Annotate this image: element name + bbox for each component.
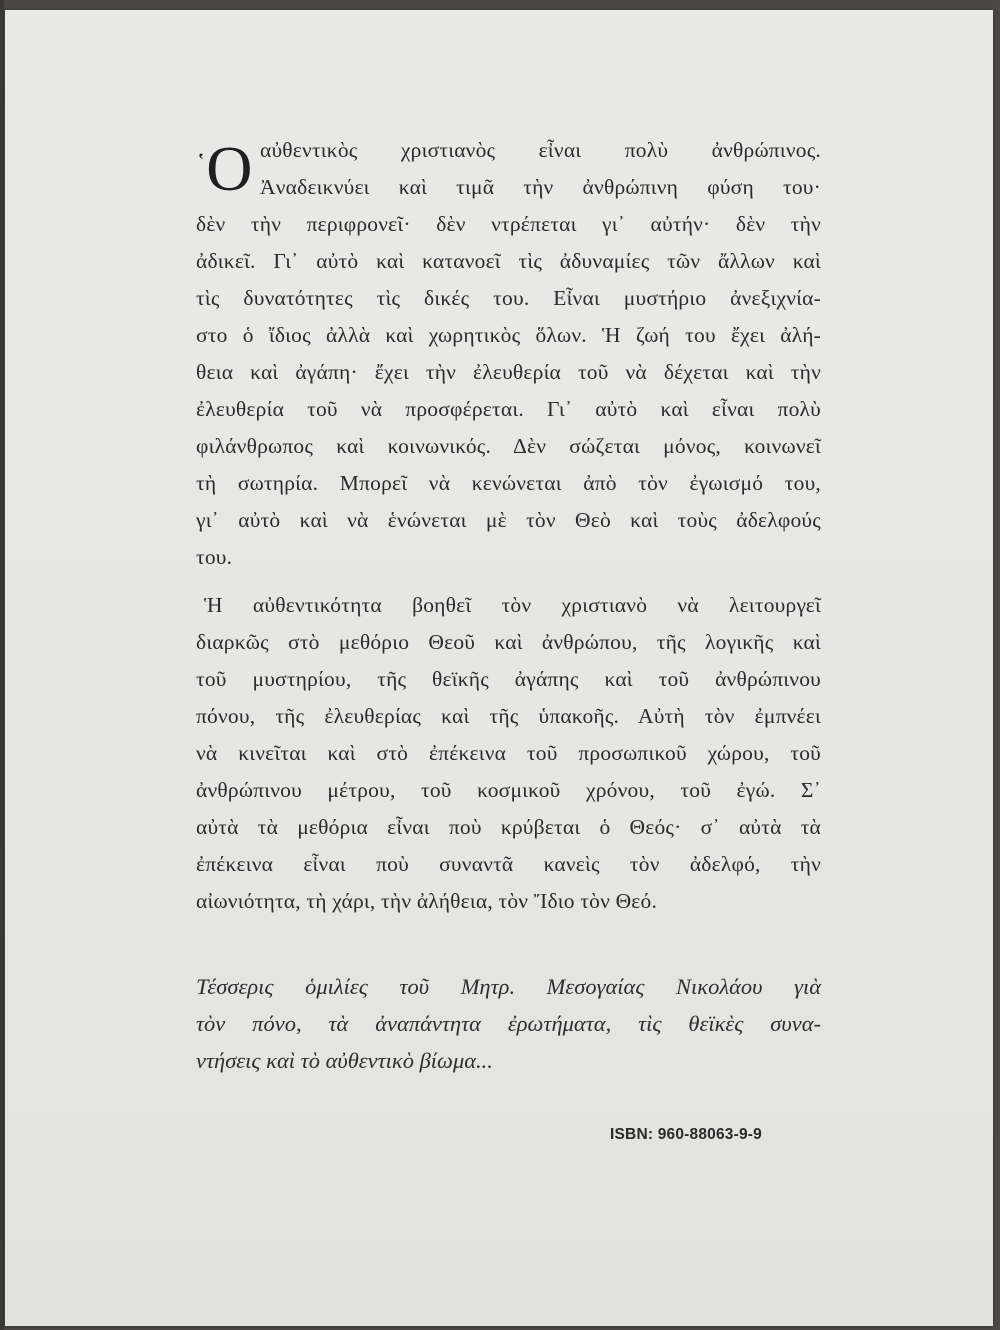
text-line: τὴ σωτηρία. Μπορεῖ νὰ κενώνεται ἀπὸ τὸν ἐγωισμό του, [196, 471, 821, 495]
paragraph-2 [196, 587, 821, 920]
drop-cap-letter: Ο [206, 133, 253, 204]
text-line: τὶς δυνατότητες τὶς δικές του. Εἶναι μυστήριο ἀνεξιχνία- [196, 286, 821, 310]
text-line: ἀδικεῖ. Γι᾽ αὐτὸ καὶ κατανοεῖ τὶς ἀδυναμίες τῶν ἄλλων καὶ [196, 249, 821, 273]
blurb-line: Τέσσερις ὁμιλίες τοῦ Μητρ. Μεσογαίας Νικολάου γιὰ [196, 974, 821, 999]
text-line: πόνου, τῆς ἐλευθερίας καὶ τῆς ὑπακοῆς. Αὐτὴ τὸν ἐμπνέει [196, 704, 821, 728]
text-line: τοῦ μυστηρίου, τῆς θεϊκῆς ἀγάπης καὶ τοῦ ἀνθρώπινου [196, 667, 821, 691]
text-line: αὐτὰ τὰ μεθόρια εἶναι ποὺ κρύβεται ὁ Θεός· σ᾽ αὐτὰ τὰ [196, 815, 821, 839]
back-cover-text [196, 132, 821, 920]
isbn-label: ISBN: 960-88063-9-9 [610, 1126, 762, 1143]
text-line: του. [196, 545, 233, 569]
text-line: δὲν τὴν περιφρονεῖ· δὲν ντρέπεται γι᾽ αὐτήν· δὲν τὴν [196, 212, 821, 236]
text-line: γι᾽ αὐτὸ καὶ νὰ ἑνώνεται μὲ τὸν Θεὸ καὶ τοὺς ἀδελφούς [196, 508, 821, 532]
text-line: ἀνθρώπινου μέτρου, τοῦ κοσμικοῦ χρόνου, τοῦ ἐγώ. Σ᾽ [196, 778, 821, 802]
text-line: θεια καὶ ἀγάπη· ἔχει τὴν ἐλευθερία τοῦ νὰ δέχεται καὶ τὴν [196, 360, 821, 384]
text-line: διαρκῶς στὸ μεθόριο Θεοῦ καὶ ἀνθρώπου, τῆς λογικῆς καὶ [196, 630, 821, 654]
text-line: φιλάνθρωπος καὶ κοινωνικός. Δὲν σώζεται μόνος, κοινωνεῖ [196, 434, 821, 458]
drop-cap-breathing-mark: ῾ [196, 148, 207, 181]
drop-cap [196, 134, 253, 204]
text-line: ἐλευθερία τοῦ νὰ προσφέρεται. Γι᾽ αὐτὸ καὶ εἶναι πολὺ [196, 397, 821, 421]
blurb-line: τὸν πόνο, τὰ ἀναπάντητα ἐρωτήματα, τὶς θεϊκὲς συνα- [196, 1011, 821, 1036]
text-line: Ἡ αὐθεντικότητα βοηθεῖ τὸν χριστιανὸ νὰ λειτουργεῖ [204, 593, 821, 617]
text-line: στο ὁ ἴδιος ἀλλὰ καὶ χωρητικὸς ὅλων. Ἡ ζωή του ἔχει ἀλή- [196, 323, 821, 347]
blurb-italic [196, 968, 821, 1079]
blurb-line: ντήσεις καὶ τὸ αὐθεντικὸ βίωμα... [196, 1048, 493, 1073]
text-line: Ἀναδεικνύει καὶ τιμᾶ τὴν ἀνθρώπινη φύση του· [260, 175, 821, 199]
paragraph-1 [196, 132, 821, 576]
text-line: νὰ κινεῖται καὶ στὸ ἐπέκεινα τοῦ προσωπικοῦ χώρου, τοῦ [196, 741, 821, 765]
text-line: ἐπέκεινα εἶναι ποὺ συναντᾶ κανεὶς τὸν ἀδελφό, τὴν [196, 852, 821, 876]
text-line: αἰωνιότητα, τὴ χάρι, τὴν ἀλήθεια, τὸν Ἴδιο τὸν Θεό. [196, 889, 658, 913]
text-line: αὐθεντικὸς χριστιανὸς εἶναι πολὺ ἀνθρώπινος. [260, 138, 821, 162]
